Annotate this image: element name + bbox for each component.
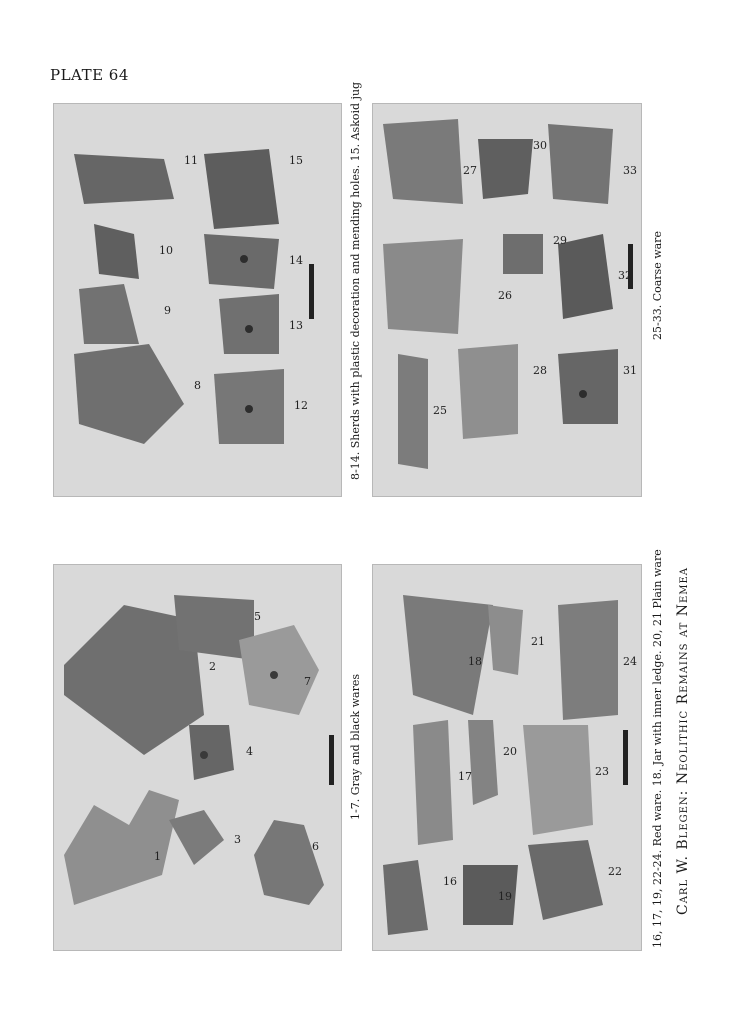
sherd — [383, 119, 463, 204]
sherd-number: 33 — [623, 164, 637, 177]
sherd-number: 28 — [533, 364, 547, 377]
scale-bar — [623, 730, 628, 785]
sherd — [528, 840, 603, 920]
sherd — [169, 810, 224, 865]
sherd — [204, 149, 279, 229]
sherd-number: 10 — [159, 244, 173, 257]
sherd-photo-1-7 — [54, 565, 341, 950]
sherd-photo-16-24 — [373, 565, 641, 950]
sherd — [558, 349, 618, 424]
sherd-number: 21 — [531, 635, 545, 648]
sherd-number: 9 — [164, 304, 171, 317]
sherd-number: 2 — [209, 660, 216, 673]
mending-hole — [579, 390, 587, 398]
sherd — [468, 720, 498, 805]
sherd-number: 4 — [246, 745, 253, 758]
sherd-number: 29 — [553, 234, 567, 247]
sherd — [503, 234, 543, 274]
sherd-number: 11 — [184, 154, 198, 167]
sherd-number: 22 — [608, 865, 622, 878]
sherd — [548, 124, 613, 204]
scale-bar — [309, 264, 314, 319]
sherd-number: 12 — [294, 399, 308, 412]
sherd — [64, 790, 179, 905]
photo-gray-black-wares — [53, 564, 342, 951]
sherd-number: 5 — [254, 610, 261, 623]
sherd — [488, 605, 523, 675]
sherd-number: 30 — [533, 139, 547, 152]
sherd — [413, 720, 453, 845]
mending-hole — [270, 671, 278, 679]
sherd-number: 3 — [234, 833, 241, 846]
sherd-number: 32 — [618, 269, 632, 282]
scale-bar — [628, 244, 633, 289]
mending-hole — [245, 325, 253, 333]
sherd — [458, 344, 518, 439]
sherd — [558, 600, 618, 720]
sherd — [74, 344, 184, 444]
sherd-number: 18 — [468, 655, 482, 668]
caption-red-plain-wares: 16, 17, 19, 22-24. Red ware. 18. Jar with inner ledge. 20, 21 Plain ware — [651, 549, 664, 948]
sherd-number: 31 — [623, 364, 637, 377]
sherd-number: 16 — [443, 875, 457, 888]
caption-coarse-ware: 25-33. Coarse ware — [651, 231, 664, 340]
sherd-number: 27 — [463, 164, 477, 177]
sherd — [383, 860, 428, 935]
plate-label: PLATE 64 — [50, 66, 129, 84]
mending-hole — [200, 751, 208, 759]
caption-gray-black-wares: 1-7. Gray and black wares — [349, 673, 362, 820]
mending-hole — [240, 255, 248, 263]
sherd-number: 17 — [458, 770, 472, 783]
sherd — [398, 354, 428, 469]
photo-red-plain-wares — [372, 564, 642, 951]
sherd — [189, 725, 234, 780]
photo-plastic-decoration — [53, 103, 342, 497]
sherd-number: 13 — [289, 319, 303, 332]
sherd — [523, 725, 593, 835]
sherd — [478, 139, 533, 199]
sherd-number: 26 — [498, 289, 512, 302]
sherd-number: 23 — [595, 765, 609, 778]
mending-hole — [245, 405, 253, 413]
sherd — [219, 294, 279, 354]
sherd-number: 8 — [194, 379, 201, 392]
sherd — [254, 820, 324, 905]
caption-plastic-decoration: 8-14. Sherds with plastic decoration and mending holes. 15. Askoid jug — [349, 81, 362, 480]
sherd-number: 19 — [498, 890, 512, 903]
sherd — [383, 239, 463, 334]
sherd-number: 24 — [623, 655, 637, 668]
sherd — [79, 284, 139, 344]
sherd-photo-8-15 — [54, 104, 341, 496]
sherd-number: 14 — [289, 254, 303, 267]
sherd-photo-25-33 — [373, 104, 641, 496]
sherd — [74, 154, 174, 204]
sherd — [239, 625, 319, 715]
sherd — [94, 224, 139, 279]
sherd-number: 25 — [433, 404, 447, 417]
sherd-number: 20 — [503, 745, 517, 758]
sherd-number: 7 — [304, 675, 311, 688]
sherd-number: 6 — [312, 840, 319, 853]
sherd-number: 1 — [154, 850, 161, 863]
running-head: Carl W. Blegen: Neolithic Remains at Nemea — [675, 566, 691, 915]
photo-coarse-ware — [372, 103, 642, 497]
sherd-number: 15 — [289, 154, 303, 167]
scale-bar — [329, 735, 334, 785]
